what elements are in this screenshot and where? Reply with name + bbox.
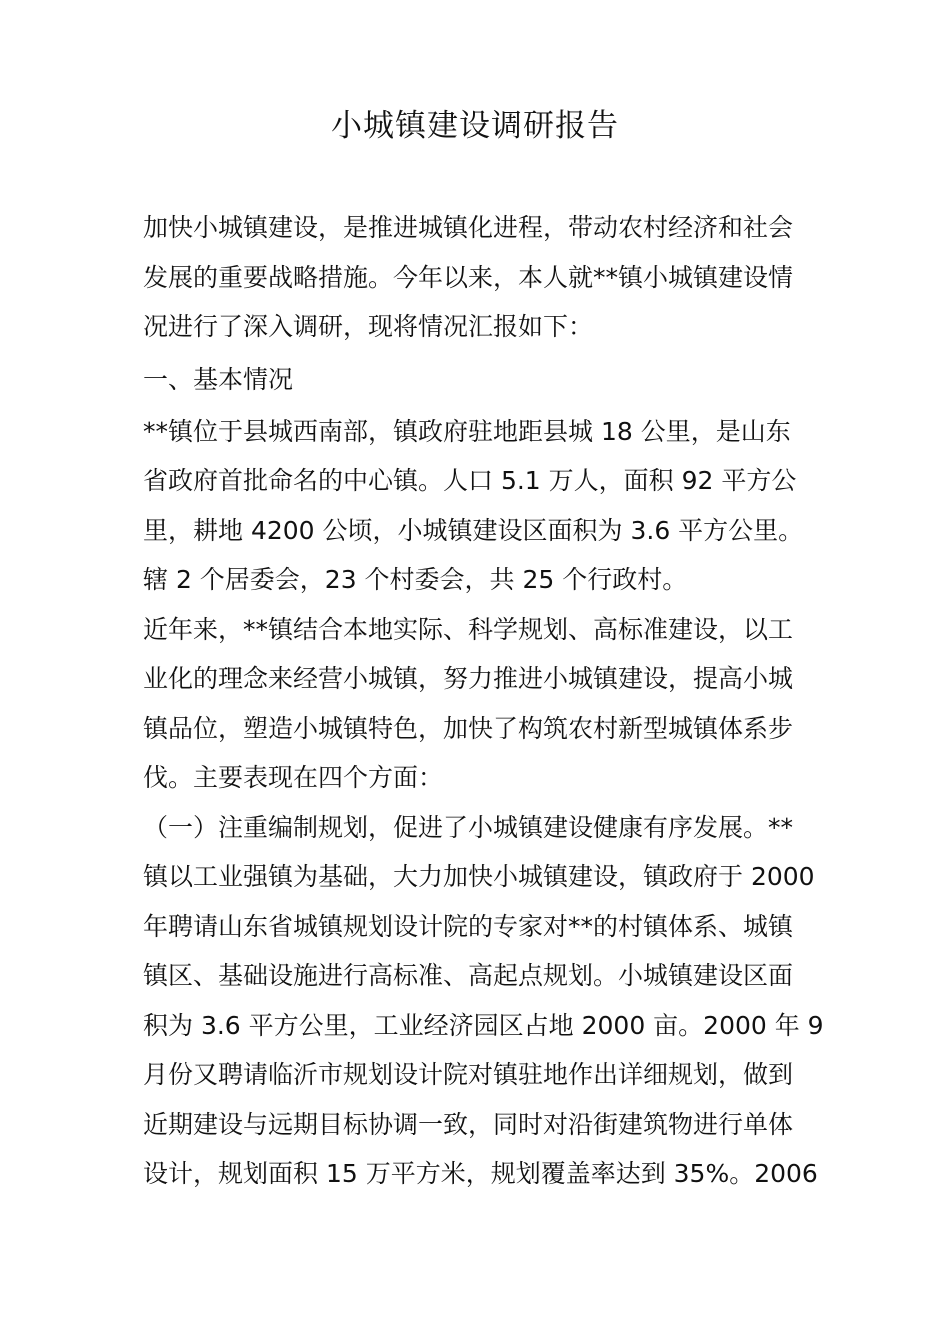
text-line: 加快小城镇建设，是推进城镇化进程，带动农村经济和社会 bbox=[143, 213, 794, 242]
text-line: 里，耕地 4200 公顷，小城镇建设区面积为 3.6 平方公里。 bbox=[143, 515, 804, 545]
text-line: 伐。主要表现在四个方面： bbox=[143, 763, 444, 792]
text-line: 省政府首批命名的中心镇。人口 5.1 万人，面积 92 平方公 bbox=[143, 466, 797, 495]
text-line: 镇区、基础设施进行高标准、高起点规划。小城镇建设区面 bbox=[143, 961, 794, 990]
text-line: 辖 2 个居委会，23 个村委会，共 25 个行政村。 bbox=[143, 565, 688, 594]
text-line: **镇位于县城西南部，镇政府驻地距县城 18 公里，是山东 bbox=[143, 416, 791, 446]
text-line: 月份又聘请临沂市规划设计院对镇驻地作出详细规划，做到 bbox=[143, 1060, 794, 1089]
text-line: 年聘请山东省城镇规划设计院的专家对**的村镇体系、城镇 bbox=[143, 911, 794, 941]
text-line: 设计，规划面积 15 万平方米，规划覆盖率达到 35%。2006 bbox=[143, 1159, 818, 1188]
text-line: 近期建设与远期目标协调一致，同时对沿街建筑物进行单体 bbox=[143, 1109, 794, 1139]
text-line: 近年来，**镇结合本地实际、科学规划、高标准建设，以工 bbox=[143, 614, 794, 644]
text-line: （一）注重编制规划，促进了小城镇建设健康有序发展。** bbox=[143, 812, 794, 842]
text-line: 业化的理念来经营小城镇，努力推进小城镇建设，提高小城 bbox=[143, 664, 794, 693]
text-line: 积为 3.6 平方公里，工业经济园区占地 2000 亩。2000 年 9 bbox=[143, 1010, 824, 1040]
text-line: 况进行了深入调研，现将情况汇报如下： bbox=[143, 312, 594, 341]
text-line: 发展的重要战略措施。今年以来，本人就**镇小城镇建设情 bbox=[143, 262, 794, 292]
section-heading: 一、基本情况 bbox=[143, 364, 294, 394]
text-line: 镇品位，塑造小城镇特色，加快了构筑农村新型城镇体系步 bbox=[143, 713, 794, 743]
text-line: 镇以工业强镇为基础，大力加快小城镇建设，镇政府于 2000 bbox=[143, 862, 815, 891]
document-title: 小城镇建设调研报告 bbox=[331, 108, 619, 144]
document-body bbox=[143, 203, 824, 1199]
